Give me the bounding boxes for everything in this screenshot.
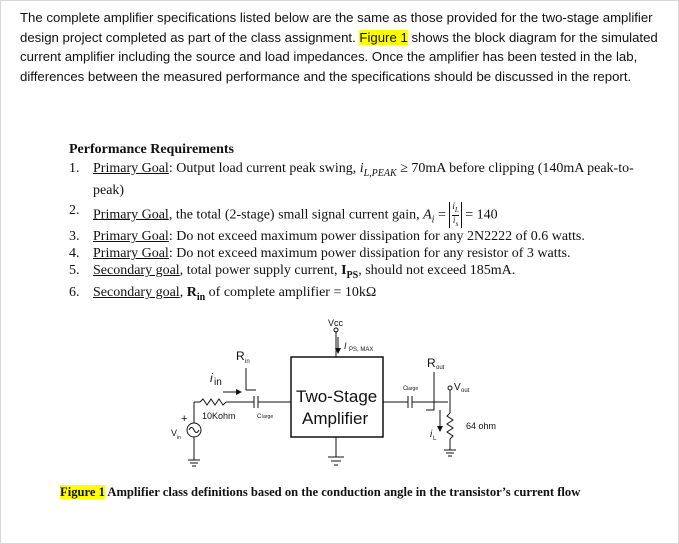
block-label-line2: Amplifier — [302, 409, 369, 428]
ips-subscript: PS, MAX — [349, 347, 374, 353]
output-capacitor-subscript: large — [407, 386, 419, 392]
ips-label: I — [344, 341, 347, 351]
item-number: 5. — [69, 263, 80, 279]
vcc-label: Vcc — [328, 318, 344, 328]
source-resistor-icon — [200, 399, 226, 405]
item-text: : Do not exceed maximum power dissipation for any 2N2222 of 0.6 watts. — [168, 229, 585, 245]
requirement-item — [69, 245, 639, 262]
item-text-tail: , should not exceed 185mA. — [358, 263, 516, 279]
vout-label: V — [454, 382, 461, 393]
math-subscript: i — [431, 214, 435, 226]
bold-symbol: R — [186, 285, 197, 301]
item-text-tail: of complete amplifier = 10kΩ — [205, 285, 377, 301]
block-label-line1: Two-Stage — [296, 387, 378, 406]
item-number: 4. — [69, 246, 80, 262]
load-resistor-label: 64 ohm — [466, 421, 497, 431]
equals-sign: = — [434, 207, 450, 223]
fraction-denominator: i — [452, 214, 456, 225]
goal-label: Primary Goal — [93, 161, 169, 176]
caption-text: Amplifier class definitions based on the conduction angle in the transistor’s current flow — [104, 485, 581, 499]
item-text: , — [179, 285, 187, 301]
intro-paragraph — [20, 8, 660, 86]
caption-figure-label: Figure 1 — [60, 485, 105, 499]
vin-label: V — [171, 428, 178, 438]
requirement-item — [69, 228, 639, 245]
goal-label: Primary Goal — [93, 207, 169, 223]
item-text: , total power supply current, — [179, 263, 342, 279]
fraction-numerator: i — [452, 200, 455, 211]
item-text: : Output load current peak swing, — [168, 161, 360, 176]
item-text-tail: = 140 — [461, 207, 498, 223]
item-number: 1. — [69, 161, 80, 176]
rin-label: R — [236, 349, 245, 363]
rout-label: R — [427, 356, 436, 370]
figure-caption — [60, 485, 580, 500]
input-capacitor-label: C — [257, 414, 262, 420]
item-text-tail: ≥ 70mA before clipping (140mA peak-to-peak) — [93, 161, 634, 198]
math-symbol: A — [423, 207, 432, 223]
load-resistor-icon — [447, 413, 453, 439]
il-label: i — [430, 429, 433, 440]
goal-label: Secondary goal — [93, 263, 180, 279]
plus-label: + — [181, 413, 188, 425]
fraction-denominator-sub: s — [455, 219, 459, 228]
requirements-heading: Performance Requirements — [69, 142, 234, 157]
rin-subscript: in — [245, 359, 250, 365]
vin-subscript: in — [177, 435, 181, 441]
rout-subscript: out — [436, 365, 445, 371]
item-number: 6. — [69, 285, 80, 301]
item-text: , the total (2-stage) small signal current gain, — [168, 207, 424, 223]
fraction-numerator-sub: L — [454, 205, 459, 214]
goal-label: Secondary goal — [93, 285, 180, 301]
intro-text-2: shows the block diagram for the simulated current amplifier including the source and load impedances. Once the amplifier has been tested in the lab, differences between the measured performance and the specifications should be discussed in the report. — [20, 29, 658, 84]
requirements-list — [69, 160, 639, 306]
item-number: 2. — [69, 202, 80, 218]
figure-reference-link[interactable]: Figure 1 — [359, 29, 408, 45]
source-resistor-label: 10Kohm — [202, 411, 236, 421]
rout-bracket — [426, 372, 434, 410]
rin-bracket — [246, 368, 256, 390]
item-number: 3. — [69, 229, 80, 245]
vout-subscript: out — [461, 388, 470, 394]
iin-label: i — [210, 371, 213, 385]
output-capacitor-label: C — [403, 386, 408, 392]
bold-subscript: PS — [346, 270, 359, 282]
requirement-item — [69, 262, 639, 284]
goal-label: Primary Goal — [93, 246, 169, 262]
requirement-item — [69, 284, 639, 306]
bold-symbol: I — [341, 263, 347, 279]
gain-fraction — [449, 202, 461, 229]
amplifier-block-diagram — [150, 310, 530, 475]
il-subscript: L — [433, 436, 437, 442]
item-text: : Do not exceed maximum power dissipation for any resistor of 3 watts. — [168, 246, 571, 262]
requirement-item — [69, 160, 639, 199]
vout-terminal — [448, 386, 452, 390]
math-symbol: i — [359, 161, 364, 176]
intro-text-1: The complete amplifier specifications listed below are the same as those provided for the two-stage amplifier design project completed as part of the class assignment. — [20, 10, 653, 45]
goal-label: Primary Goal — [93, 229, 169, 245]
math-subscript: L,PEAK — [363, 167, 397, 179]
requirement-item — [69, 202, 639, 229]
input-capacitor-subscript: large — [262, 414, 274, 420]
iin-subscript: in — [214, 377, 222, 388]
bold-subscript: in — [196, 291, 206, 303]
